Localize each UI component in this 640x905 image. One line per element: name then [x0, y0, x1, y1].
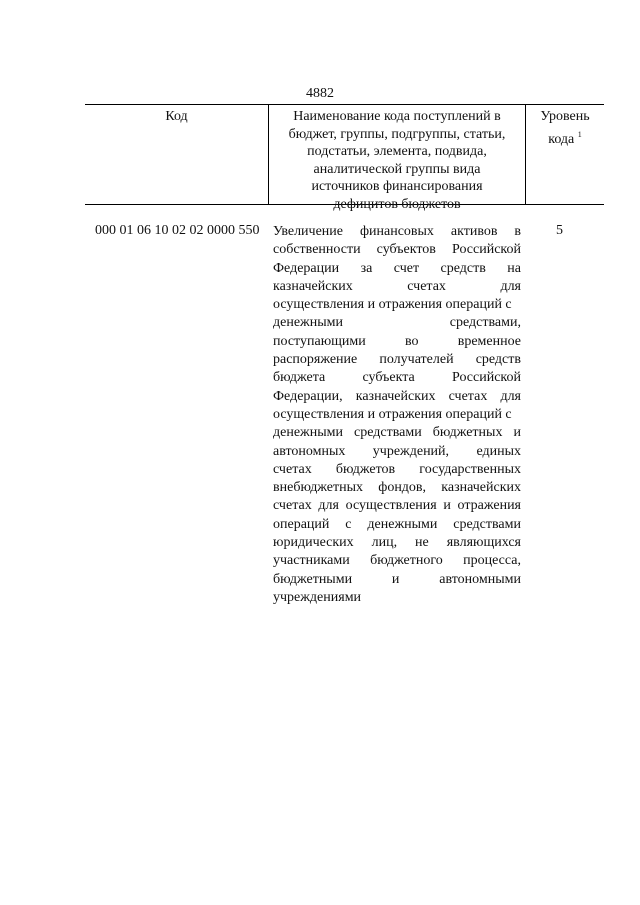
table-header [85, 104, 604, 212]
header-name-line: Наименование кода поступлений в [293, 109, 501, 124]
row-code: 000 01 06 10 02 02 0000 550 [95, 223, 260, 238]
header-name-line: аналитической группы вида [313, 161, 481, 177]
description-line: денежными средствами, [273, 315, 521, 331]
header-level [526, 105, 604, 204]
header-level-line [526, 126, 604, 149]
description-line: участниками бюджетного процесса, [273, 553, 521, 569]
description-line: собственности субъектов Российской [273, 242, 521, 258]
description-line: операций с денежными средствами [273, 516, 521, 532]
description-line: бюджета субъекта Российской [273, 370, 521, 386]
description-line: казначейских счетах для [273, 278, 521, 294]
row-level: 5 [556, 223, 563, 238]
header-level-line: Уровень [540, 109, 590, 124]
row-description [273, 223, 521, 607]
description-line: денежными средствами бюджетных и [273, 425, 521, 441]
header-level-text: кода [548, 131, 575, 147]
description-line: юридических лиц, не являющихся [273, 535, 521, 551]
description-line: осуществления и отражения операций с [273, 406, 512, 422]
description-line: распоряжение получателей средств [273, 352, 521, 368]
footnote-marker: 1 [577, 129, 582, 139]
header-name-line: подстатьи, элемента, подвида, [307, 144, 487, 159]
description-line: Федерации, казначейских счетах для [273, 388, 521, 404]
header-code: Код [165, 109, 188, 124]
header-name-line: источников финансирования [311, 179, 483, 194]
description-line: Увеличение финансовых активов в [273, 224, 521, 239]
description-line: Федерации за счет средств на [273, 260, 521, 276]
header-name-line: бюджет, группы, подгруппы, статьи, [288, 126, 506, 142]
header-name [268, 105, 526, 212]
description-line: поступающими во временное [273, 333, 521, 349]
description-line: автономных учреждений, единых [273, 443, 521, 459]
description-line: осуществления и отражения операций с [273, 297, 512, 313]
description-line: счетах для осуществления и отражения [273, 498, 521, 514]
description-line: счетах бюджетов государственных [273, 461, 521, 477]
page-number: 4882 [306, 86, 334, 101]
header-name-line: дефицитов бюджетов [333, 196, 461, 212]
description-line: внебюджетных фондов, казначейских [273, 480, 521, 496]
description-line: бюджетными и автономными [273, 571, 521, 587]
description-line: учреждениями [273, 589, 362, 605]
